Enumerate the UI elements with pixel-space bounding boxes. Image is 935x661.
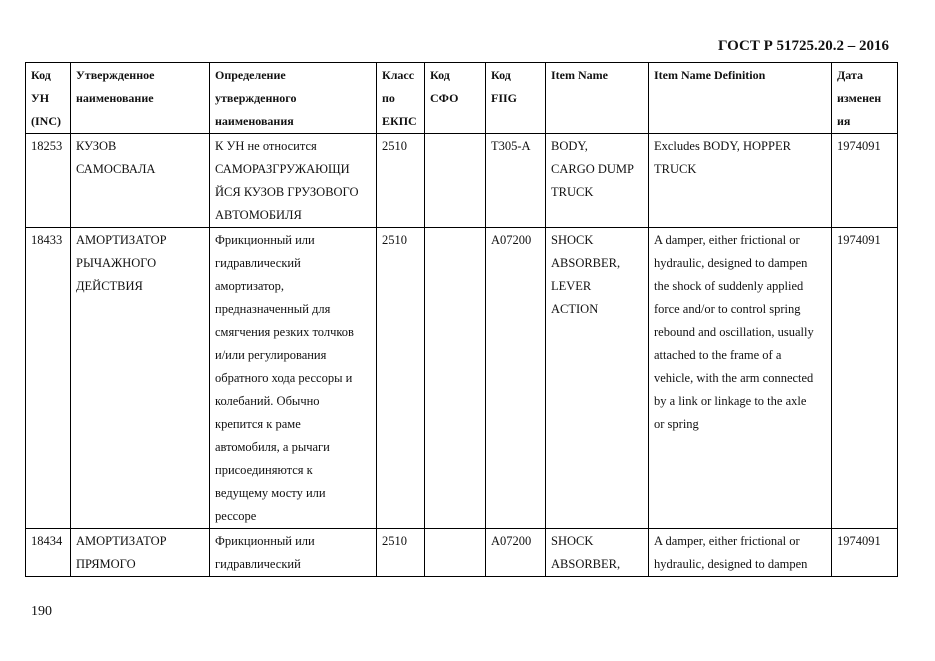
cell-definition: К УН не относится САМОРАЗГРУЖАЮЩИ ЙСЯ КУЗОВ ГРУЗОВОГО АВТОМОБИЛЯ bbox=[210, 134, 377, 228]
cell-class: 2510 bbox=[377, 228, 425, 529]
cell-item-name: BODY, CARGO DUMP TRUCK bbox=[546, 134, 649, 228]
document-standard-header: ГОСТ Р 51725.20.2 – 2016 bbox=[717, 38, 889, 54]
cell-date: 1974091 bbox=[832, 529, 898, 577]
table-row bbox=[26, 134, 898, 228]
cell-item-name: SHOCK ABSORBER, LEVER ACTION bbox=[546, 228, 649, 529]
cell-class: 2510 bbox=[377, 529, 425, 577]
item-names-table bbox=[25, 62, 898, 577]
cell-inc: 18433 bbox=[26, 228, 71, 529]
column-header-definition: Определение утвержденного наименования bbox=[210, 63, 377, 134]
cell-item-definition: Excludes BODY, HOPPER TRUCK bbox=[649, 134, 832, 228]
cell-date: 1974091 bbox=[832, 134, 898, 228]
cell-approved-name: АМОРТИЗАТОР ПРЯМОГО bbox=[71, 529, 210, 577]
cell-sfo bbox=[425, 228, 486, 529]
column-header-inc: Код УН (INC) bbox=[26, 63, 71, 134]
cell-date: 1974091 bbox=[832, 228, 898, 529]
table-row bbox=[26, 529, 898, 577]
column-header-fiig: Код FIIG bbox=[486, 63, 546, 134]
cell-class: 2510 bbox=[377, 134, 425, 228]
column-header-approved-name: Утвержденное наименование bbox=[71, 63, 210, 134]
cell-approved-name: АМОРТИЗАТОР РЫЧАЖНОГО ДЕЙСТВИЯ bbox=[71, 228, 210, 529]
column-header-item-name: Item Name bbox=[546, 63, 649, 134]
cell-sfo bbox=[425, 529, 486, 577]
cell-inc: 18253 bbox=[26, 134, 71, 228]
column-header-class: Класс по ЕКПС bbox=[377, 63, 425, 134]
cell-definition: Фрикционный или гидравлический амортизатор, предназначенный для смягчения резких толчков и/или регулирования обратного хода рессоры и колебаний. Обычно крепится к раме автомобиля, а рычаги присоединяются к ведущему мосту или рессоре bbox=[210, 228, 377, 529]
table-row bbox=[26, 228, 898, 529]
column-header-item-definition: Item Name Definition bbox=[649, 63, 832, 134]
cell-definition: Фрикционный или гидравлический bbox=[210, 529, 377, 577]
cell-fiig: A07200 bbox=[486, 228, 546, 529]
cell-item-definition: A damper, either frictional or hydraulic, designed to dampen bbox=[649, 529, 832, 577]
cell-inc: 18434 bbox=[26, 529, 71, 577]
cell-fiig: A07200 bbox=[486, 529, 546, 577]
cell-sfo bbox=[425, 134, 486, 228]
column-header-sfo: Код СФО bbox=[425, 63, 486, 134]
cell-approved-name: КУЗОВ САМОСВАЛА bbox=[71, 134, 210, 228]
column-header-date: Дата изменен ия bbox=[832, 63, 898, 134]
table-header-row bbox=[26, 63, 898, 134]
cell-item-definition: A damper, either frictional or hydraulic, designed to dampen the shock of suddenly applied force and/or to control spring rebound and oscillation, usually attached to the frame of a vehicle, with the arm connected by a link or linkage to the axle or spring bbox=[649, 228, 832, 529]
cell-fiig: T305-A bbox=[486, 134, 546, 228]
cell-item-name: SHOCK ABSORBER, bbox=[546, 529, 649, 577]
page-number: 190 bbox=[31, 604, 52, 619]
